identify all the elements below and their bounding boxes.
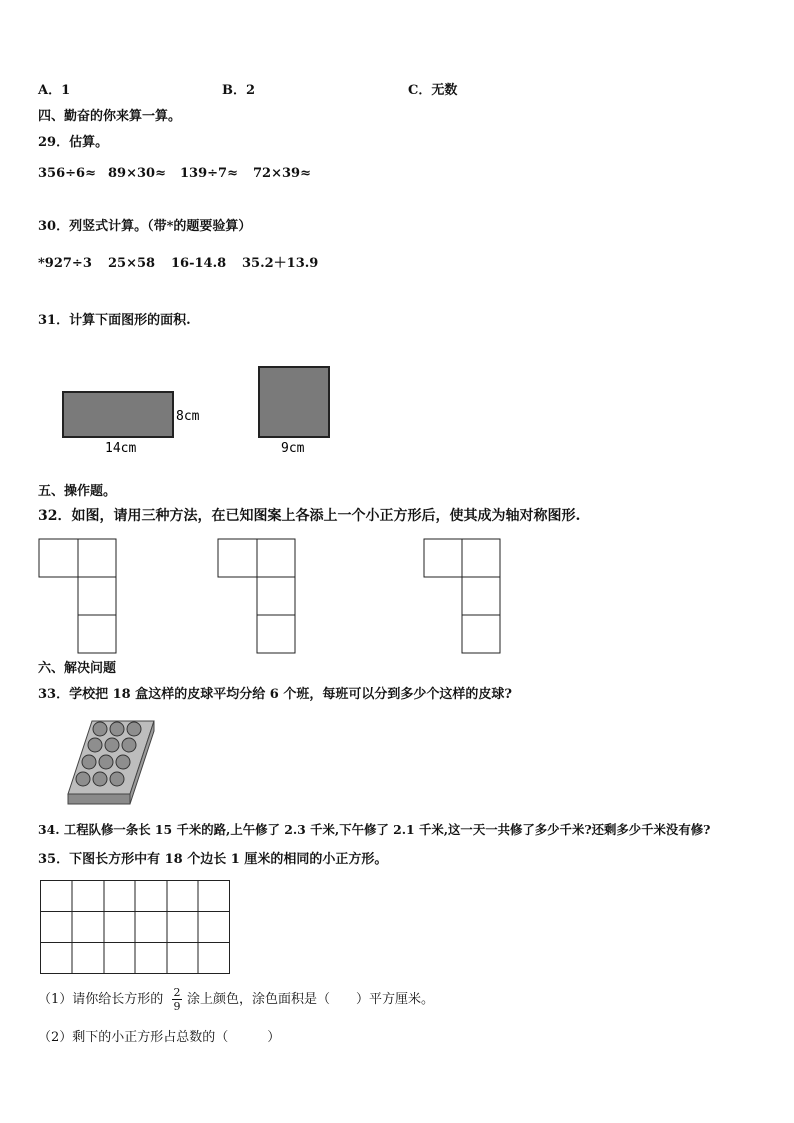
section-four-title: 四、勤奋的你来算一算。 xyxy=(38,109,182,124)
option-c: C．无数 xyxy=(408,83,458,98)
q33-label: 33．学校把 18 盒这样的皮球平均分给 6 个班，每班可以分到多少个这样的皮球? xyxy=(38,687,512,702)
q31-rectangle xyxy=(63,392,173,437)
q30-item-3: 16-14.8 xyxy=(171,256,227,271)
q34-label: 34. 工程队修一条长 15 千米的路,上午修了 2.3 千米,下午修了 2.1 千米,这一天一共修了多少千米?还剩多少千米没有修? xyxy=(38,822,711,837)
q30-label: 30．列竖式计算。（带*的题要验算） xyxy=(38,219,252,234)
q29-item-2: 89×30≈ xyxy=(108,166,166,181)
q31-square-side-label: 9cm xyxy=(281,441,305,456)
q31-square xyxy=(259,367,329,437)
fraction-numerator: 2 xyxy=(173,986,181,999)
q32-pattern-3 xyxy=(424,539,500,653)
q29-item-3: 139÷7≈ xyxy=(180,166,238,181)
q35-label: 35．下图长方形中有 18 个边长 1 厘米的相同的小正方形。 xyxy=(38,852,388,867)
q31-label: 31．计算下面图形的面积. xyxy=(38,313,191,328)
q32-patterns xyxy=(36,537,506,657)
q35-sub1-suffix: 涂上颜色，涂色面积是（ ）平方厘米。 xyxy=(187,992,435,1007)
q30-item-2: 25×58 xyxy=(108,256,156,271)
q35-sub1-prefix: （1）请你给长方形的 xyxy=(38,992,164,1007)
q35-sub2: （2）剩下的小正方形占总数的（ ） xyxy=(38,1030,281,1045)
q35-sub1-fraction xyxy=(172,987,182,1012)
q32-label: 32．如图，请用三种方法，在已知图案上各添上一个小正方形后，使其成为轴对称图形. xyxy=(38,508,581,524)
option-a: A．1 xyxy=(38,83,71,98)
q29-label: 29．估算。 xyxy=(38,135,109,150)
q32-pattern-2 xyxy=(218,539,295,653)
q30-item-4: 35.2＋13.9 xyxy=(242,256,319,271)
fraction-denominator: 9 xyxy=(173,1000,181,1013)
q33-ball-box-image xyxy=(62,716,162,808)
section-five-title: 五、操作题。 xyxy=(38,484,117,499)
section-six-title: 六、解决问题 xyxy=(38,661,117,676)
q35-grid xyxy=(38,878,234,978)
q29-item-1: 356÷6≈ xyxy=(38,166,96,181)
q31-rect-height-label: 8cm xyxy=(176,409,200,424)
q32-pattern-1 xyxy=(39,539,116,653)
q29-item-4: 72×39≈ xyxy=(253,166,311,181)
q30-item-1: *927÷3 xyxy=(38,256,92,271)
q31-figures xyxy=(55,360,345,460)
q31-rect-width-label: 14cm xyxy=(105,441,137,456)
option-b: B．2 xyxy=(222,83,256,98)
